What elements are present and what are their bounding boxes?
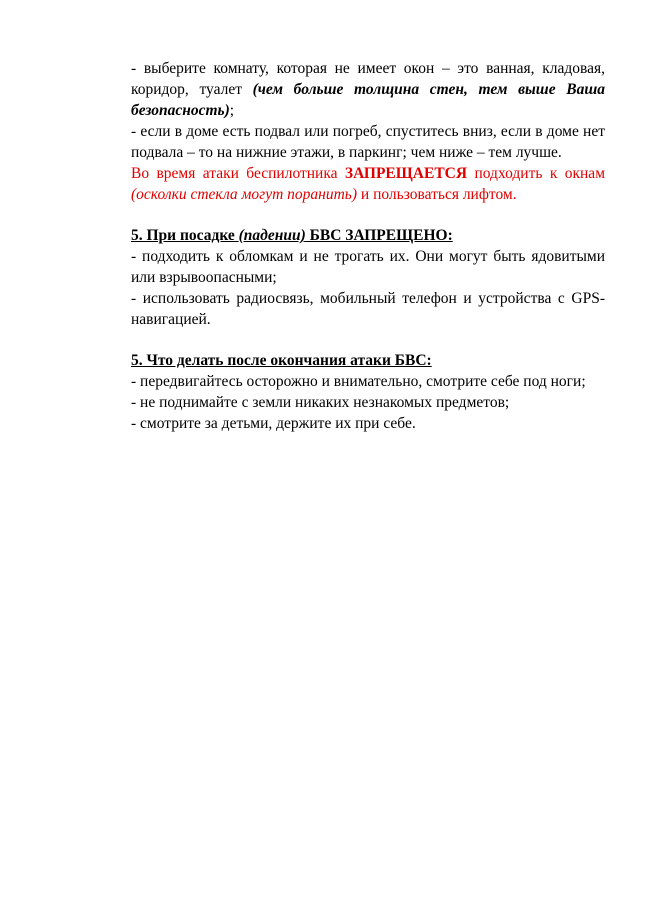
shelter-room-emphasis: (чем больше толщина стен, тем выше Ваша безопасность): [131, 81, 605, 119]
landing-heading-end: БВС ЗАПРЕЩЕНО:: [305, 227, 453, 244]
after-attack-section-heading: 5. Что делать после окончания атаки БВС:: [131, 352, 432, 369]
warning-caps: ЗАПРЕЩАЕТСЯ: [344, 165, 468, 182]
warning-italic: (осколки стекла могут поранить): [131, 186, 358, 203]
warning-end: и пользоваться лифтом.: [357, 186, 517, 203]
basement-text: - если в доме есть подвал или погреб, спуститесь вниз, если в доме нет подвала – то на нижние этажи, в паркинг; чем ниже – тем лучше.: [131, 123, 605, 161]
landing-heading-italic: (падении): [238, 227, 306, 244]
after-attack-item: - не поднимайте с земли никаких незнакомых предметов;: [131, 394, 510, 411]
landing-heading-start: 5. При посадке: [131, 227, 239, 244]
basement-paragraph: [131, 121, 605, 163]
after-attack-item: - смотрите за детьми, держите их при себе.: [131, 415, 416, 432]
landing-section-heading: [131, 225, 605, 246]
warning-mid: подходить к окнам: [467, 165, 605, 182]
shelter-room-paragraph: [131, 58, 605, 121]
drone-warning-paragraph: [131, 163, 605, 205]
after-attack-item: - передвигайтесь осторожно и внимательно, смотрите себе под ноги;: [131, 373, 586, 390]
landing-item: - использовать радиосвязь, мобильный телефон и устройства с GPS-навигацией.: [131, 290, 605, 328]
document-page: [131, 58, 605, 434]
warning-start: Во время атаки беспилотника: [131, 165, 345, 182]
shelter-room-text: - выберите комнату, которая не имеет окон – это ванная, кладовая, коридор, туалет: [131, 60, 605, 98]
shelter-room-end: ;: [229, 102, 235, 119]
landing-item: - подходить к обломкам и не трогать их. Они могут быть ядовитыми или взрывоопасными;: [131, 248, 605, 286]
